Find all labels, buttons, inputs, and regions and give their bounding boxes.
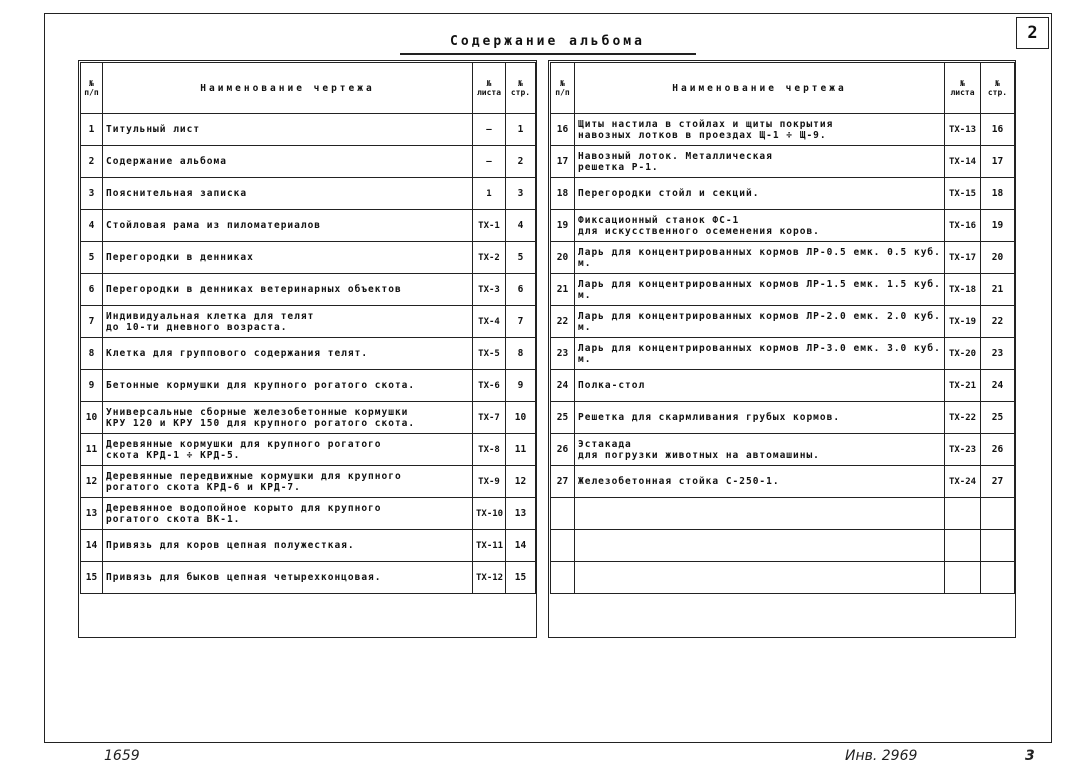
header-name: Наименование чертежа <box>103 63 473 114</box>
table-row <box>551 370 1015 402</box>
sheet-code: — <box>473 114 506 146</box>
page-number: 12 <box>506 466 536 498</box>
table-row <box>81 274 536 306</box>
sheet-code: 1 <box>473 178 506 210</box>
sheet-code: ТХ-24 <box>945 466 981 498</box>
page-number: 16 <box>981 114 1015 146</box>
row-number: 7 <box>81 306 103 338</box>
page-number: 21 <box>981 274 1015 306</box>
table-row <box>551 466 1015 498</box>
table-row <box>81 562 536 594</box>
page-number: 10 <box>506 402 536 434</box>
page-number: 19 <box>981 210 1015 242</box>
table-row <box>81 306 536 338</box>
drawing-name: Ларь для концентрированных кормов ЛР-2.0 емк. 2.0 куб. м. <box>575 306 945 338</box>
title-underline <box>400 53 696 55</box>
row-number <box>551 498 575 530</box>
table-row <box>551 210 1015 242</box>
page-number: 6 <box>506 274 536 306</box>
sheet-code: ТХ-22 <box>945 402 981 434</box>
page-number: 24 <box>981 370 1015 402</box>
row-number: 27 <box>551 466 575 498</box>
row-number: 12 <box>81 466 103 498</box>
sheet-code: ТХ-10 <box>473 498 506 530</box>
sheet-code: — <box>473 146 506 178</box>
row-number: 20 <box>551 242 575 274</box>
sheet-code: ТХ-12 <box>473 562 506 594</box>
table-row <box>81 370 536 402</box>
inventory-number: Инв. 2969 <box>845 748 918 764</box>
sheet-code: ТХ-9 <box>473 466 506 498</box>
row-number: 6 <box>81 274 103 306</box>
drawing-name <box>575 562 945 594</box>
drawing-name: Универсальные сборные железобетонные кормушки КРУ 120 и КРУ 150 для крупного рогатого скота. <box>103 402 473 434</box>
row-number: 19 <box>551 210 575 242</box>
header-name: Наименование чертежа <box>575 63 945 114</box>
table-row <box>551 242 1015 274</box>
table-row <box>551 338 1015 370</box>
table-row <box>551 498 1015 530</box>
sheet-code: ТХ-19 <box>945 306 981 338</box>
page-number: 8 <box>506 338 536 370</box>
sheet-code: ТХ-6 <box>473 370 506 402</box>
sheet-code: ТХ-20 <box>945 338 981 370</box>
drawing-name: Содержание альбома <box>103 146 473 178</box>
header-sheet: № листа <box>473 63 506 114</box>
sheet-code: ТХ-21 <box>945 370 981 402</box>
row-number: 25 <box>551 402 575 434</box>
row-number: 4 <box>81 210 103 242</box>
header-page: № стр. <box>506 63 536 114</box>
row-number: 1 <box>81 114 103 146</box>
sheet-code: ТХ-3 <box>473 274 506 306</box>
drawing-name: Навозный лоток. Металлическая решетка Р-1. <box>575 146 945 178</box>
table-row <box>551 402 1015 434</box>
drawing-name: Бетонные кормушки для крупного рогатого скота. <box>103 370 473 402</box>
sheet-code: ТХ-8 <box>473 434 506 466</box>
page-number: 14 <box>506 530 536 562</box>
table-row <box>551 178 1015 210</box>
table-row <box>81 498 536 530</box>
row-number: 9 <box>81 370 103 402</box>
page-number: 25 <box>981 402 1015 434</box>
page-number: 15 <box>506 562 536 594</box>
page-number: 18 <box>981 178 1015 210</box>
header-num: № п/п <box>551 63 575 114</box>
drawing-name: Полка-стол <box>575 370 945 402</box>
drawing-name: Перегородки в денниках <box>103 242 473 274</box>
row-number: 21 <box>551 274 575 306</box>
header-sheet: № листа <box>945 63 981 114</box>
row-number: 17 <box>551 146 575 178</box>
page-number <box>981 562 1015 594</box>
row-number: 22 <box>551 306 575 338</box>
drawing-name: Деревянное водопойное корыто для крупного рогатого скота ВК-1. <box>103 498 473 530</box>
sheet-code: ТХ-18 <box>945 274 981 306</box>
page-number: 23 <box>981 338 1015 370</box>
sheet-code: ТХ-16 <box>945 210 981 242</box>
page-number: 2 <box>506 146 536 178</box>
sheet-number-box <box>1016 17 1049 49</box>
sheet-code: ТХ-1 <box>473 210 506 242</box>
contents-table-left <box>80 62 536 594</box>
row-number <box>551 562 575 594</box>
page-number: 11 <box>506 434 536 466</box>
row-number: 16 <box>551 114 575 146</box>
row-number: 15 <box>81 562 103 594</box>
row-number: 5 <box>81 242 103 274</box>
drawing-name: Ларь для концентрированных кормов ЛР-1.5 емк. 1.5 куб. м. <box>575 274 945 306</box>
page-number: 4 <box>506 210 536 242</box>
drawing-name: Индивидуальная клетка для телят до 10-ти дневного возраста. <box>103 306 473 338</box>
row-number: 14 <box>81 530 103 562</box>
table-row <box>81 242 536 274</box>
drawing-name: Перегородки в денниках ветеринарных объектов <box>103 274 473 306</box>
table-row <box>551 306 1015 338</box>
row-number: 18 <box>551 178 575 210</box>
sheet-code: ТХ-23 <box>945 434 981 466</box>
drawing-name: Решетка для скармливания грубых кормов. <box>575 402 945 434</box>
row-number: 23 <box>551 338 575 370</box>
contents-table-right <box>550 62 1015 594</box>
drawing-name: Ларь для концентрированных кормов ЛР-0.5 емк. 0.5 куб. м. <box>575 242 945 274</box>
page-number <box>981 498 1015 530</box>
row-number: 13 <box>81 498 103 530</box>
page-number: 20 <box>981 242 1015 274</box>
page-title: Содержание альбома <box>450 34 645 49</box>
corner-number: 3 <box>1025 748 1035 764</box>
table-row <box>551 114 1015 146</box>
table-row <box>551 146 1015 178</box>
table-row <box>81 434 536 466</box>
drawing-name: Пояснительная записка <box>103 178 473 210</box>
page-number: 22 <box>981 306 1015 338</box>
row-number: 2 <box>81 146 103 178</box>
table-row <box>551 562 1015 594</box>
sheet-number: 2 <box>1027 23 1038 43</box>
sheet-code: ТХ-4 <box>473 306 506 338</box>
table-row <box>551 434 1015 466</box>
page-number: 26 <box>981 434 1015 466</box>
table-row <box>81 338 536 370</box>
footer-left-number: 1659 <box>104 748 140 764</box>
row-number: 10 <box>81 402 103 434</box>
drawing-name: Железобетонная стойка С-250-1. <box>575 466 945 498</box>
sheet-code: ТХ-15 <box>945 178 981 210</box>
sheet-code: ТХ-5 <box>473 338 506 370</box>
drawing-name <box>575 498 945 530</box>
row-number: 3 <box>81 178 103 210</box>
sheet-code: ТХ-11 <box>473 530 506 562</box>
drawing-name: Привязь для быков цепная четырехконцовая. <box>103 562 473 594</box>
drawing-name: Титульный лист <box>103 114 473 146</box>
table-row <box>81 146 536 178</box>
header-num: № п/п <box>81 63 103 114</box>
page-number: 13 <box>506 498 536 530</box>
sheet-code <box>945 562 981 594</box>
sheet-code: ТХ-13 <box>945 114 981 146</box>
drawing-name: Стойловая рама из пиломатериалов <box>103 210 473 242</box>
table-row <box>551 530 1015 562</box>
sheet-code: ТХ-17 <box>945 242 981 274</box>
drawing-name: Перегородки стойл и секций. <box>575 178 945 210</box>
drawing-name <box>575 530 945 562</box>
page-number: 3 <box>506 178 536 210</box>
table-row <box>81 210 536 242</box>
page-number <box>981 530 1015 562</box>
drawing-name: Деревянные кормушки для крупного рогатого скота КРД-1 ÷ КРД-5. <box>103 434 473 466</box>
sheet-code: ТХ-2 <box>473 242 506 274</box>
header-page: № стр. <box>981 63 1015 114</box>
sheet-code: ТХ-7 <box>473 402 506 434</box>
row-number: 11 <box>81 434 103 466</box>
page-number: 27 <box>981 466 1015 498</box>
drawing-name: Щиты настила в стойлах и щиты покрытия навозных лотков в проездах Щ-1 ÷ Щ-9. <box>575 114 945 146</box>
drawing-name: Клетка для группового содержания телят. <box>103 338 473 370</box>
row-number: 26 <box>551 434 575 466</box>
table-row <box>551 274 1015 306</box>
page-number: 7 <box>506 306 536 338</box>
table-header-row <box>551 63 1015 114</box>
table-row <box>81 402 536 434</box>
drawing-name: Привязь для коров цепная полужесткая. <box>103 530 473 562</box>
table-row <box>81 178 536 210</box>
row-number: 8 <box>81 338 103 370</box>
table-row <box>81 530 536 562</box>
page-number: 17 <box>981 146 1015 178</box>
sheet-code <box>945 498 981 530</box>
table-row <box>81 466 536 498</box>
row-number: 24 <box>551 370 575 402</box>
page-number: 9 <box>506 370 536 402</box>
drawing-name: Фиксационный станок ФС-1 для искусственного осеменения коров. <box>575 210 945 242</box>
sheet-code: ТХ-14 <box>945 146 981 178</box>
page-number: 1 <box>506 114 536 146</box>
table-row <box>81 114 536 146</box>
drawing-name: Эстакада для погрузки животных на автомашины. <box>575 434 945 466</box>
sheet-code <box>945 530 981 562</box>
row-number <box>551 530 575 562</box>
drawing-name: Деревянные передвижные кормушки для крупного рогатого скота КРД-6 и КРД-7. <box>103 466 473 498</box>
page-number: 5 <box>506 242 536 274</box>
table-header-row <box>81 63 536 114</box>
drawing-name: Ларь для концентрированных кормов ЛР-3.0 емк. 3.0 куб. м. <box>575 338 945 370</box>
